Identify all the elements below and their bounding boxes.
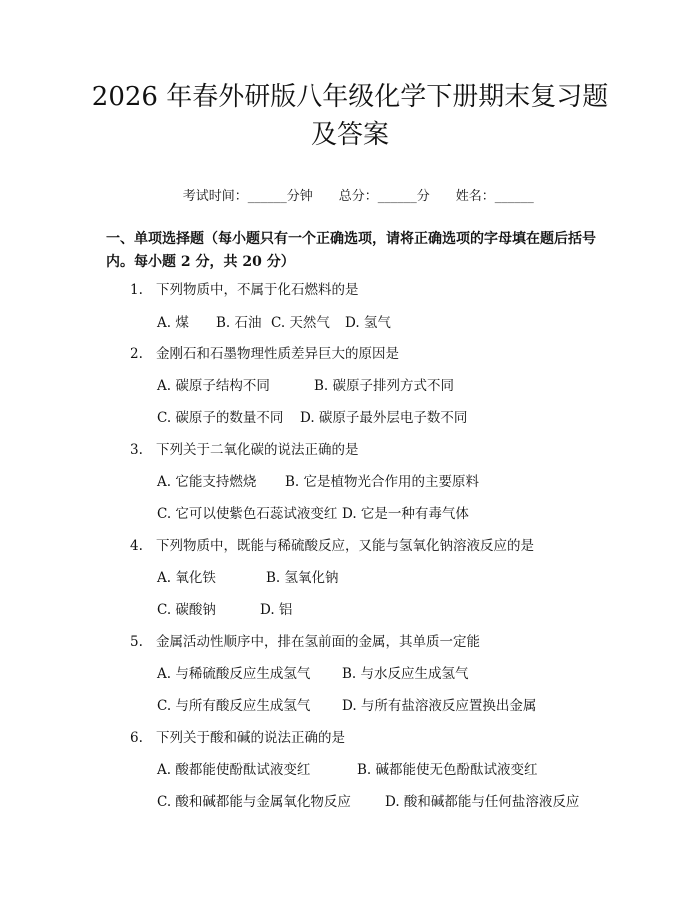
option-b[interactable]: B. 与水反应生成氢气 xyxy=(342,666,469,682)
question-stem: 下列关于二氧化碳的说法正确的是 xyxy=(156,442,359,458)
question-4 xyxy=(130,537,534,555)
question-number: 2. xyxy=(130,346,143,362)
option-c[interactable]: C. 与所有酸反应生成氢气 xyxy=(157,698,311,714)
question-stem: 下列物质中，不属于化石燃料的是 xyxy=(156,282,359,298)
question-6-options-row-1 xyxy=(157,761,538,779)
option-a[interactable]: A. 酸都能使酚酞试液变红 xyxy=(157,762,311,778)
option-a[interactable]: A. 它能支持燃烧 xyxy=(157,474,257,490)
question-6 xyxy=(130,729,345,747)
question-stem: 下列物质中，既能与稀硫酸反应，又能与氢氧化钠溶液反应的是 xyxy=(156,538,534,554)
question-number: 5. xyxy=(130,634,143,650)
option-b[interactable]: B. 氢氧化钠 xyxy=(266,570,339,586)
question-stem: 金属活动性顺序中，排在氢前面的金属，其单质一定能 xyxy=(156,634,480,650)
question-2-options-row-2 xyxy=(157,409,467,427)
exam-time-field[interactable]: 考试时间：______分钟 xyxy=(182,189,313,204)
option-d[interactable]: D. 铝 xyxy=(260,602,293,618)
exam-info-line xyxy=(0,170,700,224)
question-2-options-row-1 xyxy=(157,377,454,395)
question-number: 4. xyxy=(130,538,143,554)
section-heading: 一、单项选择题（每小题只有一个正确选项，请将正确选项的字母填在题后括号内。每小题 2 分，共 20 分） xyxy=(106,231,596,270)
option-b[interactable]: B. 碳原子排列方式不同 xyxy=(314,378,455,394)
option-c[interactable]: C. 酸和碱都能与金属氧化物反应 xyxy=(157,794,351,810)
question-5-options-row-1 xyxy=(157,665,469,683)
option-d[interactable]: D. 氢气 xyxy=(345,315,391,331)
question-1 xyxy=(130,281,359,299)
question-1-options xyxy=(157,314,391,332)
question-5 xyxy=(130,633,480,651)
option-b[interactable]: B. 它是植物光合作用的主要原料 xyxy=(285,474,480,490)
question-3 xyxy=(130,441,359,459)
option-d[interactable]: D. 酸和碱都能与任何盐溶液反应 xyxy=(385,794,580,810)
question-3-options-row-2 xyxy=(157,505,469,523)
student-name-field[interactable]: 姓名：______ xyxy=(455,189,534,204)
title-line-1: 2026 年春外研版八年级化学下册期末复习题 xyxy=(91,82,609,112)
title-line-2: 及答案 xyxy=(310,120,389,150)
option-a[interactable]: A. 氧化铁 xyxy=(157,570,216,586)
option-d[interactable]: D. 它是一种有毒气体 xyxy=(342,506,469,522)
option-b[interactable]: B. 碱都能使无色酚酞试液变红 xyxy=(357,762,538,778)
question-2 xyxy=(130,345,399,363)
option-a[interactable]: A. 碳原子结构不同 xyxy=(157,378,270,394)
question-number: 1. xyxy=(130,282,143,298)
question-6-options-row-2 xyxy=(157,793,579,811)
question-number: 3. xyxy=(130,442,143,458)
option-c[interactable]: C. 碳原子的数量不同 xyxy=(157,410,284,426)
option-d[interactable]: D. 碳原子最外层电子数不同 xyxy=(300,410,468,426)
page-title xyxy=(40,78,660,154)
question-stem: 金刚石和石墨物理性质差异巨大的原因是 xyxy=(156,346,399,362)
question-4-options-row-1 xyxy=(157,569,339,587)
option-a[interactable]: A. 与稀硫酸反应生成氢气 xyxy=(157,666,311,682)
option-c[interactable]: C. 碳酸钠 xyxy=(157,602,216,618)
question-4-options-row-2 xyxy=(157,601,292,619)
question-number: 6. xyxy=(130,730,143,746)
option-b[interactable]: B. 石油 xyxy=(216,315,262,331)
question-stem: 下列关于酸和碱的说法正确的是 xyxy=(156,730,345,746)
total-score-field[interactable]: 总分：______分 xyxy=(338,189,430,204)
question-3-options-row-1 xyxy=(157,473,479,491)
question-5-options-row-2 xyxy=(157,697,536,715)
option-c[interactable]: C. 它可以使紫色石蕊试液变红 xyxy=(157,506,338,522)
option-c[interactable]: C. 天然气 xyxy=(271,315,330,331)
option-a[interactable]: A. 煤 xyxy=(157,315,189,331)
option-d[interactable]: D. 与所有盐溶液反应置换出金属 xyxy=(342,698,537,714)
